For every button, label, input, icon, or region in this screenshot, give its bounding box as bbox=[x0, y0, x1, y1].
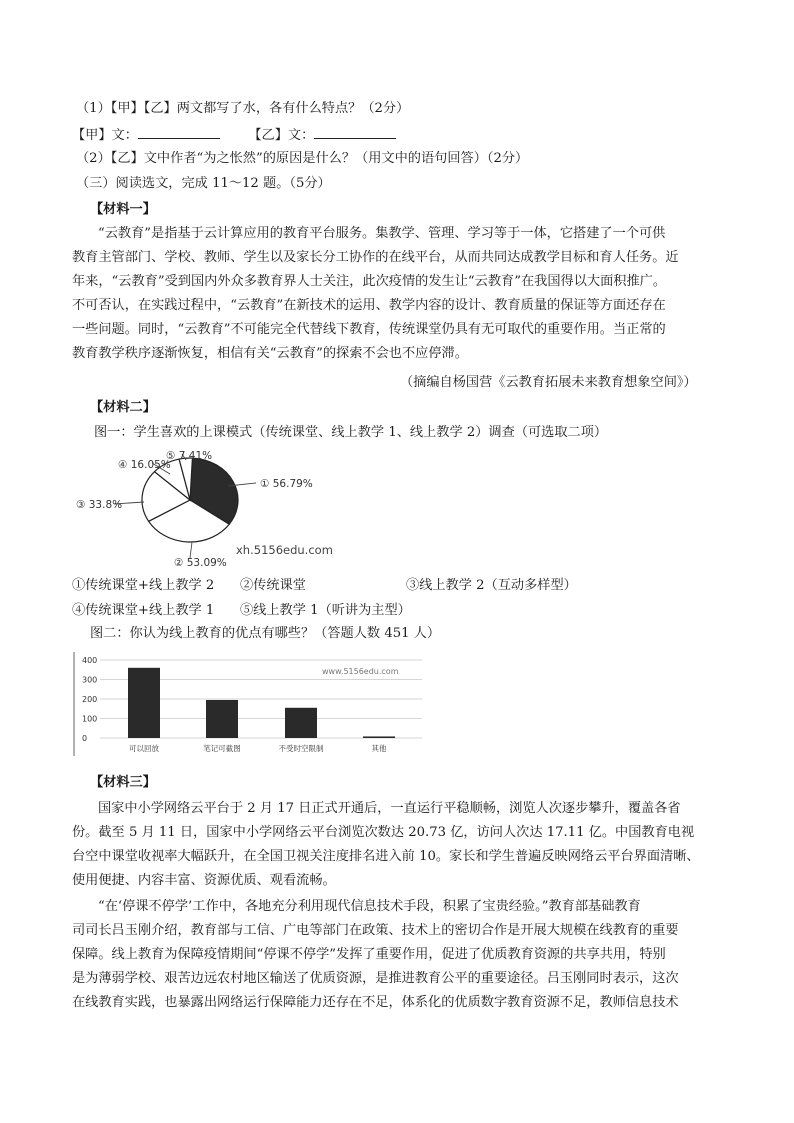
jia-label: 【甲】文： bbox=[72, 128, 138, 143]
material-1-line: 年来，“云教育”受到国内外众多教育界人士关注，此次疫情的发生让“云教育”在我国得以大面积推广。 bbox=[72, 274, 667, 289]
pie-slice-label-4: ④ 16.05% bbox=[118, 459, 171, 471]
bar-category-label: 不受时空限制 bbox=[278, 744, 324, 753]
bar-3 bbox=[285, 708, 317, 738]
material-3-line: “在‘停课不停学’工作中，各地充分利用现代信息技术手段，积累了宝贵经验。”教育部基础教育 bbox=[98, 899, 641, 914]
material-1-line: 不可否认，在实践过程中，“云教育”在新技术的运用、教学内容的设计、教育质量的保证等方面还存在 bbox=[72, 298, 666, 313]
question-1: （1）【甲】【乙】两文都写了水，各有什么特点？（2分） bbox=[76, 101, 410, 116]
pie-slice-label-3: ③ 33.8% bbox=[76, 499, 123, 511]
material-1-line: 一些问题。同时，“云教育”不可能完全代替线下教育，传统课堂仍具有无可取代的重要作用。当正常的 bbox=[72, 322, 666, 337]
pie-chart bbox=[70, 446, 370, 570]
section-3-heading: （三）阅读选文，完成 11～12 题。（5分） bbox=[76, 176, 331, 191]
answer-line-jia-yi bbox=[72, 124, 396, 146]
bar-category-label: 其他 bbox=[371, 744, 387, 753]
material-3-line: 司司长吕玉刚介绍，教育部与工信、广电等部门在政策、技术上的密切合作是开展大规模在线教育的重要 bbox=[72, 923, 679, 938]
material-1-heading: 【材料一】 bbox=[90, 202, 156, 217]
material-3-line: 台空中课堂收视率大幅跃升，在全国卫视关注度排名进入前 10。家长和学生普遍反映网络云平台界面清晰、 bbox=[72, 849, 700, 864]
bar-2 bbox=[206, 700, 238, 738]
bar-1 bbox=[128, 668, 160, 738]
pie-slice-label-2: ② 53.09% bbox=[174, 557, 227, 569]
material-3-line: 在线教育实践，也暴露出网络运行保障能力还存在不足，体系化的优质数字教育资源不足，教师信息技术 bbox=[72, 995, 679, 1010]
figure-2-caption: 图二：你认为线上教育的优点有哪些？（答题人数 451 人） bbox=[90, 626, 441, 641]
material-3-line: 份。截至 5 月 11 日，国家中小学网络云平台浏览次数达 20.73 亿，访问人次达 17.11 亿。中国教育电视 bbox=[72, 825, 695, 840]
option-3: ③线上教学 2（互动多样型） bbox=[406, 578, 577, 593]
bar-y-tick-label: 200 bbox=[82, 695, 98, 704]
option-4: ④传统课堂+线上教学 1 bbox=[72, 603, 215, 618]
question-2: （2）【乙】文中作者“为之怅然”的原因是什么？（用文中的语句回答）（2分） bbox=[76, 151, 529, 166]
bar-y-tick-label: 300 bbox=[82, 675, 98, 685]
yi-label: 【乙】文： bbox=[248, 128, 315, 143]
material-1-line: “云教育”是指基于云计算应用的教育平台服务。集教学、管理、学习等于一体，它搭建了一个可供 bbox=[98, 226, 666, 241]
bar-watermark: www.5156edu.com bbox=[322, 667, 399, 676]
material-3-paragraph-1 bbox=[72, 797, 722, 893]
figure-1-caption: 图一：学生喜欢的上课模式（传统课堂、线上教学 1、线上教学 2）调查（可选取二项） bbox=[94, 425, 608, 440]
bar-y-tick-label: 100 bbox=[82, 714, 98, 724]
bar-chart bbox=[70, 650, 430, 758]
material-3-line: 保障。线上教育为保障疫情期间“停课不停学”发挥了重要作用，促进了优质教育资源的共享共用，特别 bbox=[72, 947, 666, 962]
material-1-line: 教育教学秩序逐渐恢复，相信有关“云教育”的探索不会也不应停滞。 bbox=[72, 346, 468, 361]
bar-4 bbox=[363, 736, 395, 738]
pie-leader-line bbox=[190, 542, 192, 558]
bar-y-tick-label: 400 bbox=[82, 656, 98, 665]
material-2-heading: 【材料二】 bbox=[90, 400, 156, 415]
material-1-body bbox=[72, 222, 722, 366]
yi-answer-blank[interactable] bbox=[314, 124, 396, 139]
bar-y-tick-label: 0 bbox=[82, 734, 88, 743]
bar-category-label: 可以回放 bbox=[129, 744, 159, 753]
pie-slice-label-1: ① 56.79% bbox=[260, 478, 313, 490]
material-3-paragraph-2 bbox=[72, 895, 722, 1015]
option-5: ⑤线上教学 1（听讲为主型） bbox=[240, 603, 411, 618]
material-3-line: 是为薄弱学校、艰苦边远农村地区输送了优质资源，是推进教育公平的重要途径。吕玉刚同时表示，这次 bbox=[72, 971, 679, 986]
material-1-line: 教育主管部门、学校、教师、学生以及家长分工协作的在线平台，从而共同达成教学目标和育人任务。近 bbox=[72, 250, 679, 265]
option-1: ①传统课堂+线上教学 2 bbox=[72, 578, 215, 593]
pie-watermark: xh.5156edu.com bbox=[236, 543, 333, 557]
material-3-heading: 【材料三】 bbox=[90, 775, 156, 790]
pie-slice-label-5: ⑤ 7.41% bbox=[166, 450, 213, 462]
material-1-source: （摘编自杨国营《云教育拓展未来教育想象空间》） bbox=[400, 375, 697, 390]
material-3-line: 使用便捷、内容丰富、资源优质、观看流畅。 bbox=[72, 873, 336, 888]
bar-category-label: 笔记可截图 bbox=[203, 744, 241, 753]
jia-answer-blank[interactable] bbox=[138, 124, 220, 139]
material-3-line: 国家中小学网络云平台于 2 月 17 日正式开通后，一直运行平稳顺畅，浏览人次逐步攀升，覆盖各省 bbox=[98, 801, 681, 816]
option-2: ②传统课堂 bbox=[240, 578, 306, 593]
